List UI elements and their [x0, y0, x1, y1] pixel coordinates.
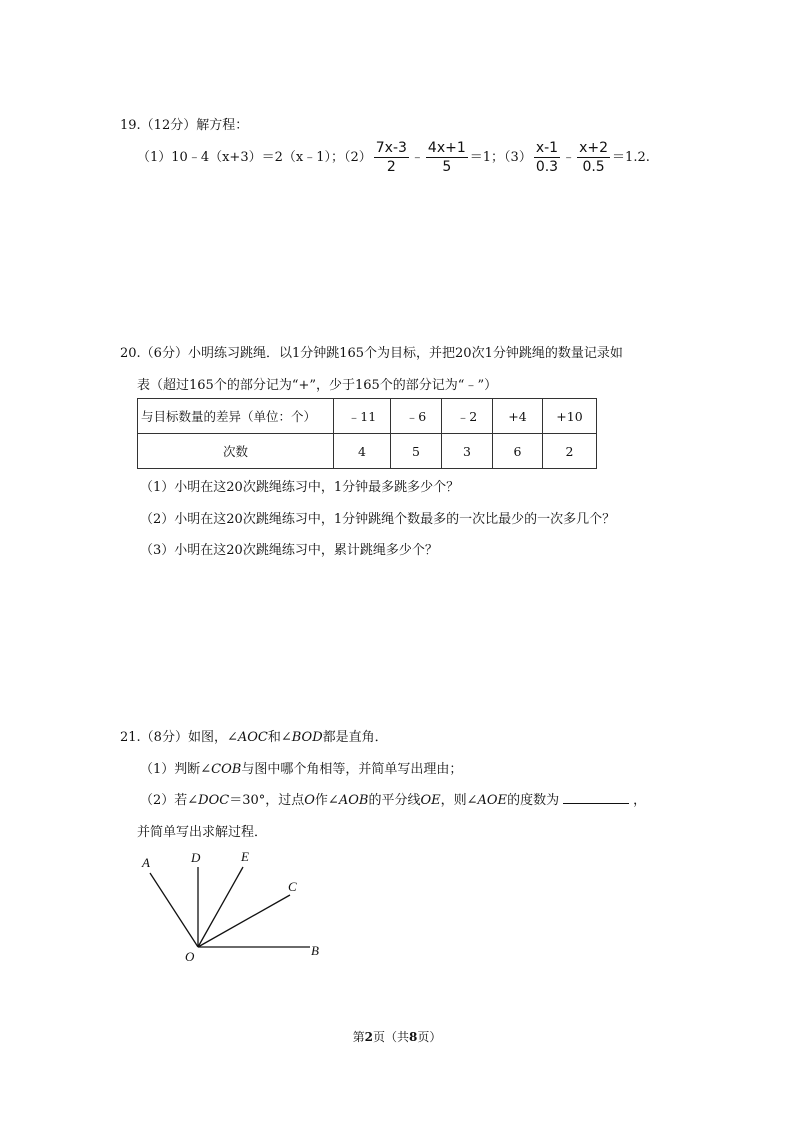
q21-sub2-text: 作∠ — [314, 793, 339, 808]
q21-sub2-text: 的平分线 — [368, 793, 421, 808]
q21-sub2 — [140, 789, 646, 808]
q19-part2-fraction2 — [426, 139, 468, 176]
q19-header: 19.（12分）解方程： — [120, 118, 249, 133]
table-row — [138, 434, 597, 469]
page-footer — [0, 1028, 794, 1045]
table-row-label: 与目标数量的差异（单位：个） — [138, 399, 334, 434]
footer-text: 第 — [352, 1030, 365, 1044]
angle-name: COB — [211, 762, 242, 777]
fraction-numerator: 4x+1 — [427, 140, 466, 156]
point-label-d: D — [191, 850, 201, 865]
q21-sub1-text: （1）判断∠ — [140, 762, 212, 777]
table-cell: 4 — [334, 434, 391, 469]
q20-sub3: （3）小明在这20次跳绳练习中，累计跳绳多少个？ — [140, 543, 438, 558]
q19-part3-rhs: ＝1.2. — [612, 150, 650, 165]
point-label-o: O — [185, 949, 195, 964]
q21-sub2-text: 的度数为 — [507, 793, 560, 808]
angle-name: AOE — [477, 793, 508, 808]
fraction-numerator: x+2 — [579, 140, 609, 156]
fraction-denominator: 0.5 — [582, 159, 605, 175]
point-label-c: C — [288, 879, 297, 894]
angle-name: BOD — [291, 730, 323, 745]
q21-sub2-text: ， — [633, 793, 647, 808]
q20-sub1: （1）小明在这20次跳绳练习中，1分钟最多跳多少个？ — [140, 480, 460, 495]
minus-sign: ﹣ — [410, 150, 424, 165]
angle-figure — [130, 845, 340, 970]
fraction-denominator: 5 — [442, 159, 452, 175]
q20-header: 20.（6分）小明练习跳绳．以1分钟跳165个为目标，并把20次1分钟跳绳的数量记录如 — [120, 346, 623, 361]
q20-header-line2: 表（超过165个的部分记为“+”，少于165个的部分记为“﹣”） — [137, 378, 498, 393]
q21-sub1-text: 与图中哪个角相等，并简单写出理由； — [241, 762, 463, 777]
point-label-a: A — [142, 855, 150, 870]
q21-sub2-text: （2）若∠ — [140, 793, 199, 808]
answer-blank — [563, 791, 629, 804]
table-cell: +10 — [543, 399, 597, 434]
angle-name: DOC — [198, 793, 230, 808]
total-pages: 8 — [409, 1030, 418, 1044]
table-cell: 6 — [493, 434, 543, 469]
q21-header-text: 都是直角． — [322, 730, 388, 745]
q19-part1-equation: 10﹣4（x+3）＝2（x﹣1）； — [171, 150, 344, 165]
fraction-denominator: 0.3 — [535, 159, 559, 175]
footer-text: 页） — [417, 1030, 442, 1044]
q21-header-text: 21.（8分）如图，∠ — [120, 730, 238, 745]
jump-rope-table — [137, 398, 597, 469]
table-cell: ﹣11 — [334, 399, 391, 434]
q19-part3-fraction2 — [577, 139, 610, 176]
table-cell: ﹣2 — [442, 399, 493, 434]
point-label-e: E — [241, 849, 249, 864]
q19-part1-label: （1） — [137, 150, 172, 165]
table-row — [138, 399, 597, 434]
page-number: 2 — [364, 1030, 373, 1044]
q21-sub2-text: ，则∠ — [440, 793, 478, 808]
q19-equations — [137, 138, 650, 178]
point-label-b: B — [311, 943, 319, 958]
ray-name: OE — [420, 793, 441, 808]
q21-sub2-line2: 并简单写出求解过程． — [137, 825, 268, 840]
q21-header-text: 和∠ — [267, 730, 292, 745]
ray-oc — [198, 895, 290, 947]
q21-sub1 — [140, 758, 462, 777]
table-row-label: 次数 — [138, 434, 334, 469]
angle-name: AOC — [237, 730, 268, 745]
q19-part3-fraction1 — [534, 139, 560, 176]
angle-name: AOB — [338, 793, 369, 808]
table-cell: 5 — [391, 434, 442, 469]
q21-header — [120, 726, 388, 745]
footer-text: 页（共 — [372, 1030, 409, 1044]
table-cell: 2 — [543, 434, 597, 469]
table-cell: +4 — [493, 399, 543, 434]
q19-part3-label: （3） — [504, 150, 532, 165]
fraction-numerator: 7x-3 — [375, 140, 407, 156]
ray-oa — [150, 873, 198, 947]
point-name: O — [304, 793, 315, 808]
q20-sub2: （2）小明在这20次跳绳练习中，1分钟跳绳个数最多的一次比最少的一次多几个？ — [140, 512, 616, 527]
q19-part2-label: （2） — [343, 150, 372, 165]
table-cell: 3 — [442, 434, 493, 469]
minus-sign: ﹣ — [562, 150, 576, 165]
fraction-numerator: x-1 — [534, 139, 560, 158]
fraction-denominator: 2 — [386, 159, 396, 175]
table-cell: ﹣6 — [391, 399, 442, 434]
q19-part2-rhs: ＝1； — [469, 150, 505, 165]
q19-part2-fraction1 — [374, 139, 409, 176]
q21-sub2-text: ＝30°，过点 — [229, 793, 305, 808]
